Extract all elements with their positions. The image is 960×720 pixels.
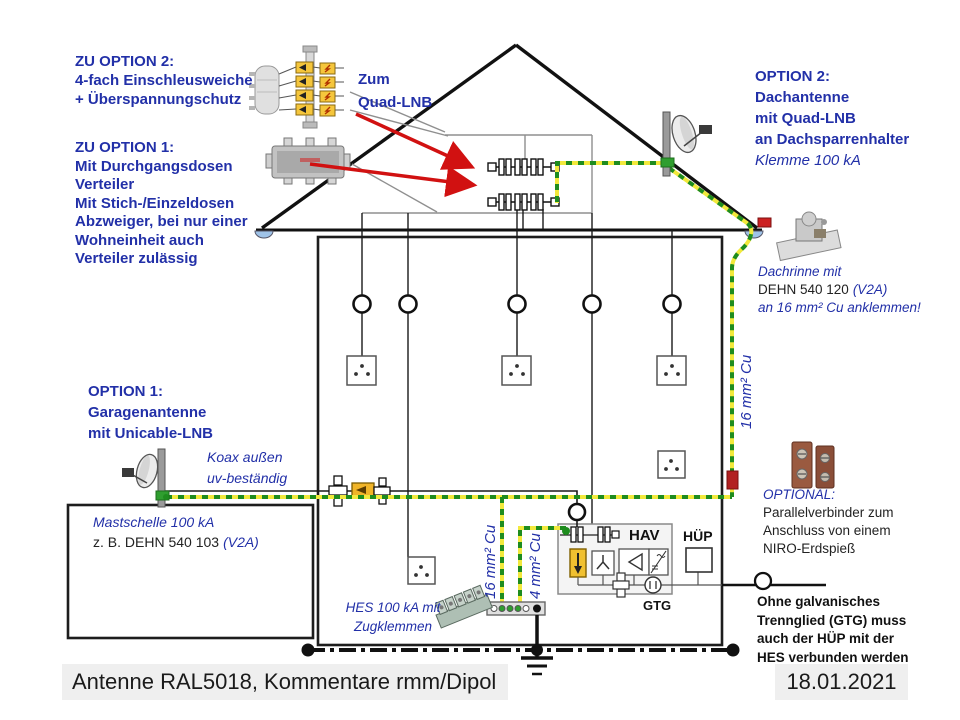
label-hav: HAV: [629, 527, 660, 544]
footer-caption: Antenne RAL5018, Kommentare rmm/Dipol: [62, 664, 508, 700]
note-zu-option1: ZU OPTION 1: Mit Durchgangsdosen Verteiler Mit Stich-/Einzeldosen Abzweiger, bei nur einer Wohneinheit auch Verteiler zulässig: [75, 139, 248, 267]
roof-dish: [661, 112, 712, 176]
note-option1: OPTION 1: Garagenantenne mit Unicable-LNB: [88, 383, 214, 442]
hes-bar: [487, 602, 545, 615]
photo-einschleusweiche: [249, 46, 344, 128]
note-optional: OPTIONAL: Parallelverbinder zum Anschluss von einem NIRO-Erdspieß: [763, 487, 894, 556]
label-wire-16mm-right: 16 mm² Cu: [738, 354, 755, 429]
label-gtg: GTG: [643, 598, 672, 613]
surge-boxes: [320, 63, 335, 116]
hav-box: [558, 524, 698, 597]
attic-splitter-chain-1: [488, 159, 559, 175]
note-hes: HES 100 kA mit Zugklemmen: [345, 600, 441, 634]
note-option2: OPTION 2: Dachantenne mit Quad-LNB an Dachsparrenhalter Klemme 100 kA: [755, 68, 910, 169]
label-huep: HÜP: [683, 528, 713, 544]
footer-date: 18.01.2021: [775, 664, 908, 700]
photo-verteiler: [266, 138, 350, 184]
gutter-clamp: [758, 218, 771, 227]
note-koax: Koax außen uv-beständig: [207, 449, 288, 486]
photo-parallelverbinder: [792, 442, 834, 488]
garage-dish: [122, 449, 169, 507]
note-mastschelle: Mastschelle 100 kA z. B. DEHN 540 103 (V2A): [93, 514, 259, 550]
amplifier: [619, 549, 649, 575]
note-zu-option2: ZU OPTION 2: 4-fach Einschleusweiche + Überspannungschutz: [75, 53, 253, 108]
attic-splitter-chain-2: [488, 194, 559, 210]
note-dachrinne: Dachrinne mit DEHN 540 120 (V2A) an 16 mm² Cu anklemmen!: [758, 264, 921, 315]
gtg-isolator: [645, 577, 661, 593]
label-wire-16mm-left: 16 mm² Cu: [482, 524, 499, 599]
photo-dachrinnenklemme: [777, 212, 841, 260]
mast-clamp-roof: [661, 158, 674, 167]
label-wire-4mm: 4 mm² Cu: [527, 533, 544, 599]
earth-symbol: [521, 658, 553, 674]
wall-clamp: [727, 471, 738, 489]
note-zum-quad-lnb: Zum Quad-LNB: [358, 71, 433, 111]
note-ohne-gtg: Ohne galvanisches Trennglied (GTG) muss auch der HÜP mit der HES verbunden werden: [757, 594, 909, 665]
